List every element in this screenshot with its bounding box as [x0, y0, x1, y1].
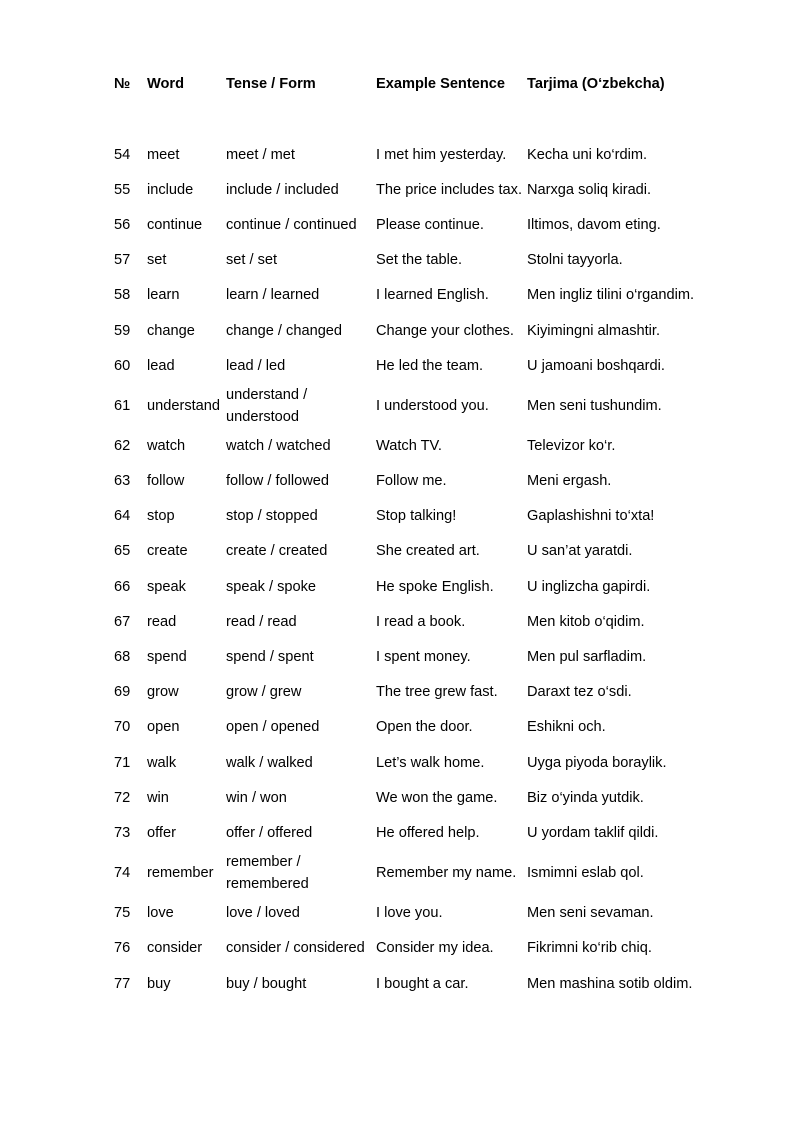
row-tense-form: continue / continued — [226, 216, 357, 233]
row-translation: Stolni tayyorla. — [527, 252, 623, 269]
row-number: 69 — [114, 684, 131, 701]
row-example-sentence: I bought a car. — [376, 975, 469, 992]
row-word: stop — [147, 508, 175, 525]
vocabulary-table — [112, 66, 709, 1001]
row-translation: Men ingliz tilini o‘rgandim. — [527, 287, 695, 304]
row-translation: U san’at yaratdi. — [527, 543, 633, 560]
row-number: 65 — [114, 543, 131, 560]
row-example-sentence: Please continue. — [376, 216, 484, 233]
table-row — [112, 348, 709, 383]
row-tense-form: change / changed — [226, 322, 343, 339]
table-row — [112, 243, 709, 278]
row-number: 77 — [114, 975, 131, 992]
table-row — [112, 745, 709, 780]
row-tense-form: spend / spent — [226, 649, 314, 666]
row-tense-form: learn / learned — [226, 287, 320, 304]
row-example-sentence: The price includes tax. — [376, 181, 523, 198]
table-row — [112, 639, 709, 674]
row-word: read — [147, 613, 177, 630]
row-example-sentence: She created art. — [376, 543, 480, 560]
row-example-sentence: He spoke English. — [376, 578, 494, 595]
table-row — [112, 931, 709, 966]
row-word: create — [147, 543, 188, 560]
row-word: win — [147, 789, 169, 806]
row-word: learn — [147, 287, 180, 304]
row-translation: Ismimni eslab qol. — [527, 865, 644, 882]
table-row — [112, 278, 709, 313]
row-tense-form: love / loved — [226, 905, 300, 922]
row-example-sentence: Set the table. — [376, 252, 463, 269]
table-row — [112, 896, 709, 931]
row-word: buy — [147, 975, 171, 992]
table-row — [112, 464, 709, 499]
row-word: watch — [147, 437, 186, 454]
row-word: offer — [147, 824, 176, 841]
row-number: 64 — [114, 508, 131, 525]
row-number: 72 — [114, 789, 131, 806]
row-word: set — [147, 252, 167, 269]
row-tense-form: buy / bought — [226, 975, 307, 992]
row-number: 55 — [114, 181, 131, 198]
table-row — [112, 604, 709, 639]
row-example-sentence: I love you. — [376, 905, 443, 922]
table-row — [112, 313, 709, 348]
row-number: 59 — [114, 322, 131, 339]
row-tense-form: remember / remembered — [226, 854, 309, 893]
row-word: grow — [147, 684, 179, 701]
row-tense-form: follow / followed — [226, 473, 330, 490]
row-number: 66 — [114, 578, 131, 595]
row-word: change — [147, 322, 195, 339]
table-row — [112, 172, 709, 207]
row-translation: Men mashina sotib oldim. — [527, 975, 693, 992]
row-example-sentence: Consider my idea. — [376, 940, 494, 957]
row-word: remember — [147, 865, 214, 882]
row-word: walk — [147, 754, 177, 771]
row-word: continue — [147, 216, 203, 233]
table-row — [112, 383, 709, 428]
row-word: consider — [147, 940, 203, 957]
table-body — [112, 102, 709, 1001]
row-tense-form: understand / understood — [226, 386, 308, 425]
header-tense-form: Tense / Form — [226, 76, 316, 92]
row-word: meet — [147, 146, 180, 163]
row-example-sentence: Remember my name. — [376, 865, 517, 882]
row-tense-form: read / read — [226, 613, 297, 630]
row-example-sentence: He led the team. — [376, 357, 484, 374]
row-tense-form: create / created — [226, 543, 328, 560]
row-tense-form: meet / met — [226, 146, 295, 163]
row-tense-form: stop / stopped — [226, 508, 318, 525]
row-number: 54 — [114, 146, 131, 163]
row-translation: Gaplashishni to‘xta! — [527, 508, 655, 525]
row-translation: Fikrimni ko‘rib chiq. — [527, 940, 652, 957]
row-example-sentence: Let’s walk home. — [376, 754, 485, 771]
row-translation: Televizor ko‘r. — [527, 437, 616, 454]
row-translation: Kiyimingni almashtir. — [527, 322, 661, 339]
row-example-sentence: Stop talking! — [376, 508, 457, 525]
row-number: 73 — [114, 824, 131, 841]
row-example-sentence: Watch TV. — [376, 437, 442, 454]
row-number: 62 — [114, 437, 131, 454]
row-translation: Men kitob o‘qidim. — [527, 613, 645, 630]
row-translation: Biz o‘yinda yutdik. — [527, 789, 644, 806]
row-translation: Kecha uni ko‘rdim. — [527, 146, 648, 163]
row-example-sentence: I read a book. — [376, 613, 466, 630]
row-number: 56 — [114, 216, 131, 233]
header-row — [112, 66, 709, 102]
row-number: 76 — [114, 940, 131, 957]
row-tense-form: offer / offered — [226, 824, 313, 841]
row-number: 58 — [114, 287, 131, 304]
table-row — [112, 780, 709, 815]
row-translation: Iltimos, davom eting. — [527, 216, 661, 233]
row-number: 61 — [114, 397, 131, 414]
table-row — [112, 499, 709, 534]
row-word: understand — [147, 397, 221, 414]
row-translation: Uyga piyoda boraylik. — [527, 754, 667, 771]
table-row — [112, 710, 709, 745]
row-example-sentence: I understood you. — [376, 397, 489, 414]
row-tense-form: walk / walked — [226, 754, 313, 771]
row-number: 75 — [114, 905, 131, 922]
row-translation: Men seni tushundim. — [527, 397, 662, 414]
row-number: 68 — [114, 649, 131, 666]
table-row — [112, 534, 709, 569]
row-number: 71 — [114, 754, 131, 771]
row-word: love — [147, 905, 174, 922]
row-tense-form: include / included — [226, 181, 339, 198]
row-number: 60 — [114, 357, 131, 374]
row-translation: Narxga soliq kiradi. — [527, 181, 652, 198]
row-word: open — [147, 719, 180, 736]
header-translation: Tarjima (O‘zbekcha) — [527, 76, 665, 92]
row-translation: U jamoani boshqardi. — [527, 357, 665, 374]
table-row — [112, 569, 709, 604]
row-tense-form: watch / watched — [226, 437, 331, 454]
row-tense-form: consider / considered — [226, 940, 365, 957]
row-tense-form: speak / spoke — [226, 578, 317, 595]
row-number: 63 — [114, 473, 131, 490]
row-translation: U inglizcha gapirdi. — [527, 578, 651, 595]
header-word: Word — [147, 76, 185, 92]
row-translation: Daraxt tez o‘sdi. — [527, 684, 632, 701]
table-row — [112, 966, 709, 1001]
row-translation: Meni ergash. — [527, 473, 612, 490]
row-example-sentence: We won the game. — [376, 789, 498, 806]
row-tense-form: open / opened — [226, 719, 320, 736]
row-word: speak — [147, 578, 186, 595]
row-translation: Men seni sevaman. — [527, 905, 654, 922]
row-tense-form: win / won — [226, 789, 287, 806]
header-spacer-row — [112, 102, 709, 137]
row-example-sentence: The tree grew fast. — [376, 684, 498, 701]
row-number: 74 — [114, 865, 131, 882]
row-word: spend — [147, 649, 187, 666]
row-tense-form: grow / grew — [226, 684, 302, 701]
row-example-sentence: He offered help. — [376, 824, 480, 841]
table-header — [112, 66, 709, 102]
row-example-sentence: I met him yesterday. — [376, 146, 507, 163]
row-example-sentence: Follow me. — [376, 473, 447, 490]
row-tense-form: lead / led — [226, 357, 286, 374]
row-tense-form: set / set — [226, 252, 278, 269]
row-example-sentence: I spent money. — [376, 649, 471, 666]
table-row — [112, 815, 709, 850]
header-number: № — [114, 76, 131, 92]
row-example-sentence: I learned English. — [376, 287, 489, 304]
row-example-sentence: Change your clothes. — [376, 322, 514, 339]
table-row — [112, 428, 709, 463]
row-example-sentence: Open the door. — [376, 719, 473, 736]
table-row — [112, 207, 709, 242]
row-word: include — [147, 181, 194, 198]
row-translation: U yordam taklif qildi. — [527, 824, 659, 841]
header-example-sentence: Example Sentence — [376, 76, 505, 92]
row-word: lead — [147, 357, 175, 374]
row-translation: Men pul sarfladim. — [527, 649, 647, 666]
row-translation: Eshikni och. — [527, 719, 606, 736]
table-row — [112, 675, 709, 710]
table-row — [112, 137, 709, 172]
table-row — [112, 851, 709, 896]
row-number: 67 — [114, 613, 131, 630]
row-number: 70 — [114, 719, 131, 736]
row-number: 57 — [114, 252, 131, 269]
row-word: follow — [147, 473, 185, 490]
